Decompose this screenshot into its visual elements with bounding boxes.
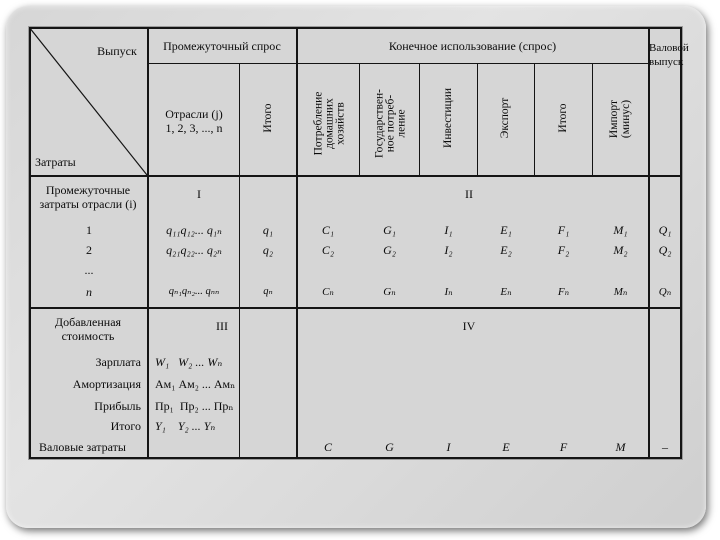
q2-rn-q: Qₙ: [658, 286, 672, 298]
header-final-use: Конечное использование (спрос): [388, 39, 557, 53]
col-line-8: [592, 63, 593, 175]
gross-g: G: [385, 440, 394, 454]
values-depreciation: Ам₁ Ам₂ ... Амₙ: [155, 377, 236, 391]
gross-i: I: [446, 440, 451, 454]
row-label-ellipsis: ...: [84, 263, 94, 277]
header-household-consumption: Потребление домашних хозяйств: [312, 91, 347, 156]
q2-r1-f: F₁: [557, 223, 570, 237]
header-vypusk: Выпуск: [97, 44, 137, 58]
q2-r1-i: I₁: [444, 223, 453, 237]
q2-rn-g: Gₙ: [383, 286, 396, 298]
q2-rn-e: Eₙ: [500, 286, 512, 298]
row-header-value-added: Добавленная стоимость: [54, 315, 122, 343]
q2-r2-q: Q₂: [658, 243, 672, 257]
gross-f: F: [559, 440, 568, 454]
subheader-line: [147, 63, 648, 64]
header-industries: Отрасли (j) 1, 2, 3, ..., n: [165, 107, 223, 135]
q2-rn-i: Iₙ: [444, 286, 453, 298]
q2-r2-m: M₂: [613, 243, 628, 257]
input-output-table: [29, 27, 689, 459]
q-total-1: q₁: [262, 223, 274, 237]
q-total-n: qₙ: [263, 286, 273, 297]
quadrant-divider-horizontal: [29, 307, 682, 309]
row-header-intermediate-costs: Промежуточные затраты отрасли (i): [39, 183, 137, 211]
q2-rn-f: Fₙ: [557, 286, 570, 298]
header-export: Экспорт: [499, 97, 511, 139]
values-wages: W₁ W₂ ... Wₙ: [155, 355, 223, 369]
scanned-table-image: [28, 26, 689, 460]
quadrant-label-3: III: [216, 319, 228, 333]
header-government-consumption: Государствен- ное потреб- ление: [373, 89, 408, 158]
row-label-wages: Зарплата: [95, 355, 141, 369]
q2-rn-m: Mₙ: [613, 286, 628, 298]
gross-c: C: [323, 440, 332, 454]
gross-m: M: [615, 440, 626, 454]
q-row-1: q₁₁q₁₂... q₁ₙ: [166, 223, 222, 237]
header-intermediate-demand: Промежуточный спрос: [163, 39, 281, 53]
values-profit: Пр₁ Пр₂ ... Прₙ: [155, 399, 234, 413]
q2-r2-c: C₂: [321, 243, 335, 257]
header-gross-output: Валовой выпуск: [649, 42, 689, 68]
col-line-6: [477, 63, 478, 175]
header-itogo-intermediate: Итого: [262, 103, 274, 133]
q2-r1-q: Q₁: [658, 223, 672, 237]
quadrant-label-4: IV: [462, 319, 476, 333]
row-label-1: 1: [86, 223, 92, 237]
q2-r1-g: G₁: [383, 223, 396, 237]
q-row-n: qₙ₁qₙ₂... qₙₙ: [168, 286, 220, 297]
q2-r2-i: I₂: [444, 243, 453, 257]
row-label-profit: Прибыль: [94, 399, 141, 413]
row-label-total: Итого: [110, 419, 141, 433]
header-import: Импорт (минус): [608, 99, 632, 139]
slide-frame: [6, 6, 706, 528]
q2-r2-g: G₂: [383, 243, 396, 257]
quadrant-label-2: II: [465, 187, 473, 201]
q2-r1-e: E₁: [500, 223, 512, 237]
gross-e: E: [502, 440, 510, 454]
row-label-gross-costs: Валовые затраты: [39, 440, 126, 454]
gross-dash: –: [662, 440, 668, 454]
row-label-2: 2: [86, 243, 92, 257]
header-final-total: Итого: [557, 103, 569, 133]
quadrant-label-1: I: [197, 187, 201, 201]
q2-rn-c: Cₙ: [322, 286, 334, 298]
row-label-depreciation: Амортизация: [72, 377, 141, 391]
values-total: Y₁ Y₂ ... Yₙ: [155, 419, 216, 433]
q2-r1-c: C₁: [321, 223, 335, 237]
q2-r2-e: E₂: [500, 243, 512, 257]
col-line-7: [534, 63, 535, 175]
col-line-4: [359, 63, 360, 175]
col-line-5: [419, 63, 420, 175]
table-border-bottom: [29, 457, 682, 459]
q-row-2: q₂₁q₂₂... q₂ₙ: [166, 243, 222, 257]
q2-r2-f: F₂: [557, 243, 570, 257]
q2-r1-m: M₁: [613, 223, 628, 237]
row-label-n: n: [86, 285, 92, 299]
header-zatraty: Затраты: [35, 155, 76, 169]
q-total-2: q₂: [262, 243, 274, 257]
header-investment: Инвестиции: [442, 88, 454, 148]
